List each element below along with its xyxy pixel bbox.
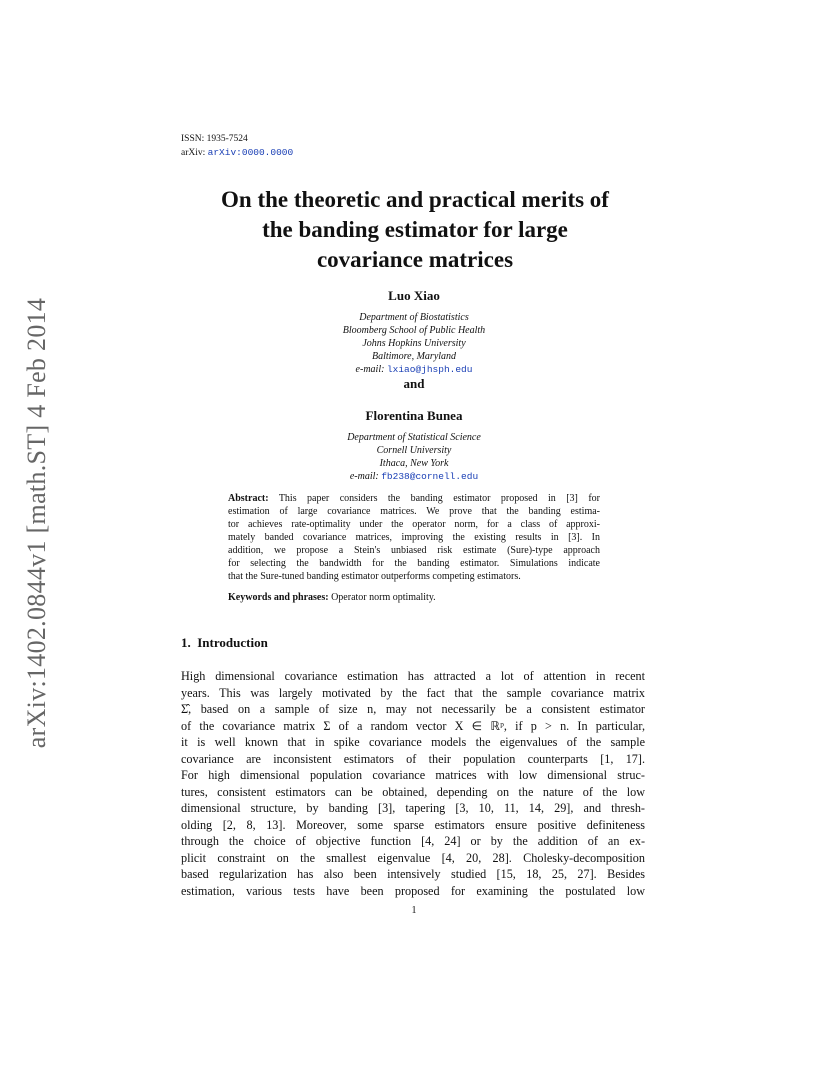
affiliation-line: Ithaca, New York [379,458,449,469]
affiliation-line: Cornell University [376,445,452,456]
body-line: estimation, various tests have been proposed for examining the postulated low [181,883,645,898]
page-number: 1 [411,905,417,916]
abstract-line: tor achieves rate-optimality under the operator norm, for a class of approxi- [228,519,600,530]
author-name-2: Florentina Bunea [365,408,463,423]
arxiv-line [181,146,293,160]
affiliation-line: Bloomberg School of Public Health [342,325,486,336]
body-text [181,668,645,899]
body-line: it is well known that in spike covariance models the eigenvalues of the sample [181,735,645,749]
paper-title [170,185,660,275]
arxiv-id-text: arXiv:1402.0844v1 [math.ST] 4 Feb 2014 [22,297,51,748]
title-line-2: the banding estimator for large [262,217,568,242]
section-number: 1. [181,635,191,650]
abstract-label: Abstract: [228,493,269,504]
journal-meta [181,133,293,160]
email-link[interactable]: fb238@cornell.edu [381,471,479,482]
affiliation-1 [0,311,828,376]
body-line: olding [2, 8, 13]. Moreover, some sparse estimators ensure positive definiteness [181,817,645,832]
abstract-line: This paper considers the banding estimator proposed in [3] for [278,493,600,504]
abstract-line: estimation of large covariance matrices. We prove that the banding estima- [228,506,600,517]
title-line-3: covariance matrices [316,247,514,272]
abstract-line: mately banded covariance matrices, improving the existing results in [3]. In [228,532,600,543]
email-link[interactable]: lxiao@jhsph.edu [386,364,473,375]
affiliation-line: Baltimore, Maryland [371,351,457,362]
email-label: e-mail: [355,364,385,375]
keywords-label: Keywords and phrases: [228,592,329,603]
section-heading [181,635,268,651]
body-line: tures, consistent estimators can be obtained, depending on the nature of the low [181,784,645,799]
abstract [228,492,600,583]
issn: ISSN: 1935-7524 [181,134,248,144]
body-line: Σ̂, based on a sample of size n, may not necessarily be a consistent estimator [181,702,645,716]
body-line: based regularization has also been intensively studied [15, 18, 25, 27]. Besides [181,867,645,881]
affiliation-line: Johns Hopkins University [362,338,466,349]
body-line: High dimensional covariance estimation has attracted a lot of attention in recent [181,669,645,683]
abstract-line: that the Sure-tuned banding estimator outperforms competing estimators. [228,571,521,582]
arxiv-link[interactable]: arXiv:0000.0000 [207,147,294,158]
title-line-1: On the theoretic and practical merits of [221,187,609,212]
abstract-line: for selecting the bandwidth for the banding estimator. Simulations indicate [228,558,600,569]
email-line [0,363,828,376]
author-name-1: Luo Xiao [388,288,440,303]
affiliation-line: Department of Statistical Science [347,432,481,443]
body-line: through the choice of objective function [4, 24] or by the addition of an ex- [181,834,645,848]
body-line: covariance are inconsistent estimators of their population counterparts [1, 17]. [181,751,645,766]
body-line: plicit constraint on the smallest eigenvalue [4, 20, 28]. Cholesky-decomposition [181,850,645,865]
email-label: e-mail: [349,471,379,482]
affiliation-line: Department of Biostatistics [359,312,469,323]
email-line [0,470,828,483]
affiliation-2 [0,431,828,483]
and-separator: and [403,376,425,391]
section-title: Introduction [197,635,268,650]
keywords [228,592,436,603]
body-line: of the covariance matrix Σ of a random vector X ∈ ℝᵖ, if p > n. In particular, [181,718,645,733]
body-line: dimensional structure, by banding [3], tapering [3, 10, 11, 14, 29], and thresh- [181,801,645,815]
keywords-text: Operator norm optimality. [331,592,436,603]
abstract-line: addition, we propose a Stein's unbiased risk estimate (Sure)-type approach [228,545,600,556]
arxiv-label: arXiv: [181,148,206,158]
body-line: years. This was largely motivated by the fact that the sample covariance matrix [181,685,645,700]
body-line: For high dimensional population covariance matrices with low dimensional struc- [181,768,645,782]
